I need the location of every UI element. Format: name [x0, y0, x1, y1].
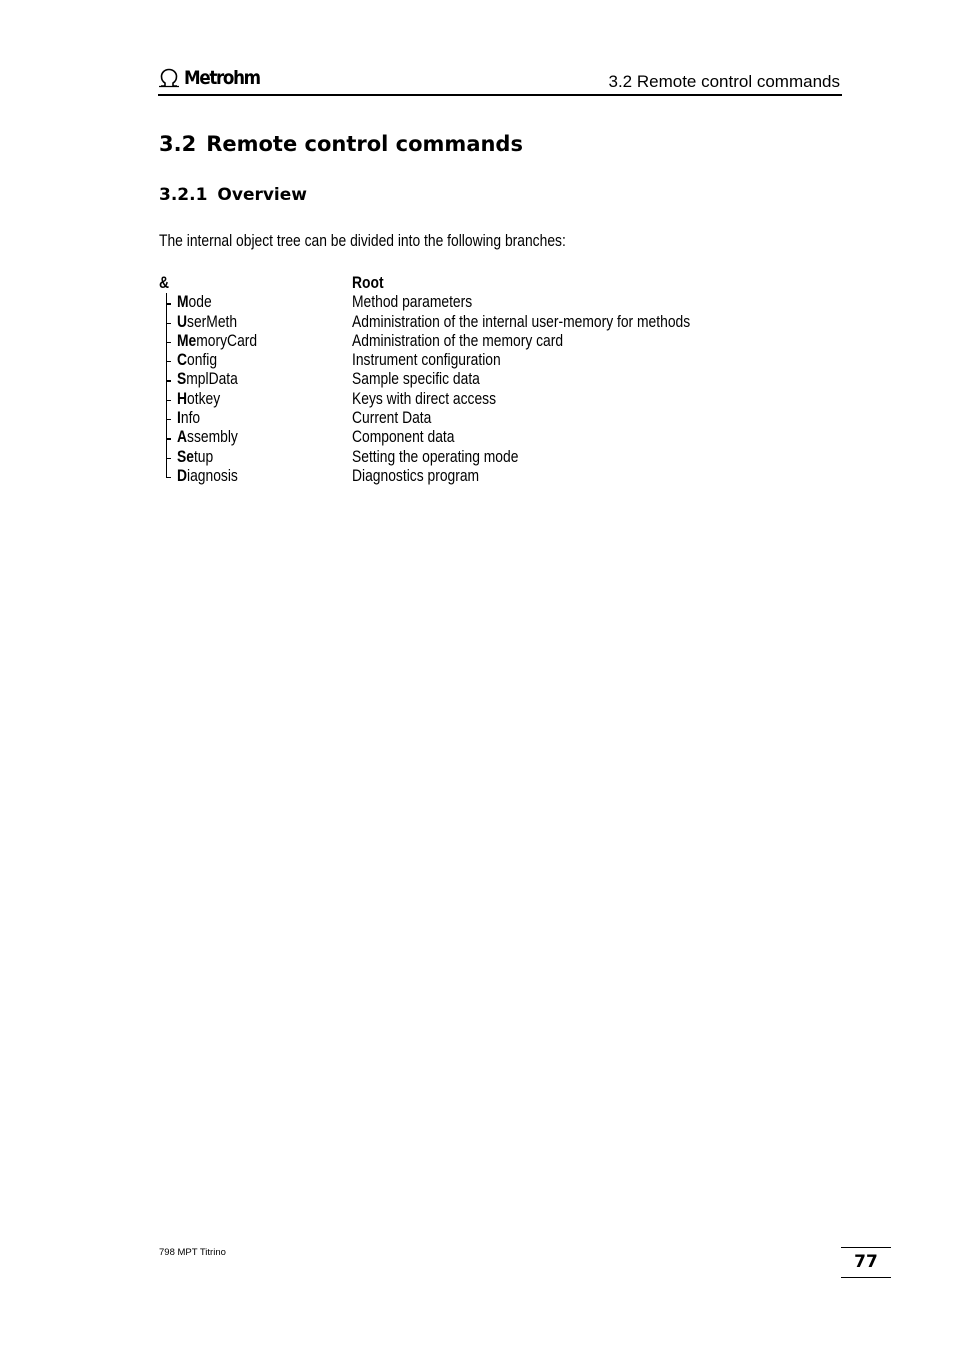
tree-branch-line	[166, 351, 176, 370]
subsection-number: 3.2.1	[159, 185, 208, 205]
tree-item-description: Instrument configuration	[352, 351, 501, 370]
subsection-heading	[159, 185, 307, 205]
tree-item-description: Administration of the internal user-memory for methods	[352, 312, 691, 331]
tree-branch-line	[166, 390, 176, 409]
command-rest: ssembly	[187, 428, 238, 447]
intro-paragraph: The internal object tree can be divided into the following branches:	[159, 232, 566, 250]
tree-item	[159, 351, 799, 370]
command-abbreviation: A	[177, 428, 188, 447]
brand-name: Metrohm	[184, 67, 260, 89]
tree-branch-line	[166, 448, 176, 467]
tree-item-command	[177, 293, 212, 312]
command-rest: serMeth	[187, 312, 238, 331]
tree-item-command	[177, 448, 213, 467]
tree-item-description: Setting the operating mode	[352, 447, 519, 466]
running-header-title: 3.2 Remote control commands	[608, 72, 840, 91]
tree-item-description: Method parameters	[352, 293, 473, 312]
command-abbreviation: Se	[177, 447, 194, 466]
tree-branch-line	[166, 313, 176, 332]
tree-item	[159, 428, 799, 447]
section-number: 3.2	[159, 132, 197, 156]
tree-item	[159, 390, 799, 409]
tree-item-command	[177, 409, 200, 428]
tree-item-description: Diagnostics program	[352, 466, 480, 485]
page-number: 77	[841, 1247, 891, 1278]
tree-root-row	[159, 274, 799, 293]
tree-branch-line	[166, 428, 176, 447]
section-title: Remote control commands	[206, 132, 523, 156]
tree-item-description: Component data	[352, 428, 455, 447]
tree-item	[159, 467, 799, 486]
tree-item-command	[177, 428, 238, 447]
tree-branch-line	[166, 409, 176, 428]
tree-item	[159, 370, 799, 389]
tree-branch-line	[166, 293, 176, 312]
command-rest: moryCard	[196, 331, 258, 350]
command-rest: ode	[188, 293, 212, 312]
tree-item-description: Sample specific data	[352, 370, 480, 389]
command-abbreviation: Me	[177, 331, 197, 350]
command-rest: nfo	[180, 409, 201, 428]
subsection-title: Overview	[217, 185, 307, 205]
tree-item-description: Administration of the memory card	[352, 331, 564, 350]
command-abbreviation: H	[177, 389, 188, 408]
tree-item	[159, 332, 799, 351]
tree-root-label: Root	[352, 274, 384, 292]
tree-branch-line	[166, 370, 176, 389]
command-rest: iagnosis	[187, 466, 238, 485]
section-heading	[159, 132, 523, 156]
command-rest: mplData	[186, 370, 238, 389]
tree-item-command	[177, 332, 257, 351]
object-tree	[159, 274, 799, 486]
tree-item-description: Current Data	[352, 409, 432, 428]
tree-item	[159, 313, 799, 332]
tree-root-symbol: &	[159, 274, 170, 292]
command-abbreviation: D	[177, 466, 188, 485]
command-rest: onfig	[187, 351, 218, 370]
tree-branch-line	[166, 332, 176, 351]
brand-logo	[158, 66, 270, 90]
tree-item-command	[177, 313, 237, 332]
page-header	[158, 66, 842, 96]
command-abbreviation: M	[177, 293, 189, 312]
tree-item-command	[177, 390, 220, 409]
command-abbreviation: S	[177, 370, 187, 389]
command-abbreviation: C	[177, 351, 188, 370]
omega-logo-icon	[158, 67, 180, 89]
tree-item-command	[177, 351, 217, 370]
tree-item-command	[177, 370, 238, 389]
command-rest: otkey	[187, 389, 221, 408]
tree-item	[159, 409, 799, 428]
tree-item-description: Keys with direct access	[352, 389, 497, 408]
tree-item	[159, 448, 799, 467]
command-rest: tup	[193, 447, 214, 466]
tree-item	[159, 293, 799, 312]
command-abbreviation: U	[177, 312, 188, 331]
tree-item-command	[177, 467, 238, 486]
footer-product: 798 MPT Titrino	[159, 1247, 226, 1258]
tree-branch-end-line	[166, 467, 176, 486]
command-abbreviation: I	[177, 409, 181, 428]
